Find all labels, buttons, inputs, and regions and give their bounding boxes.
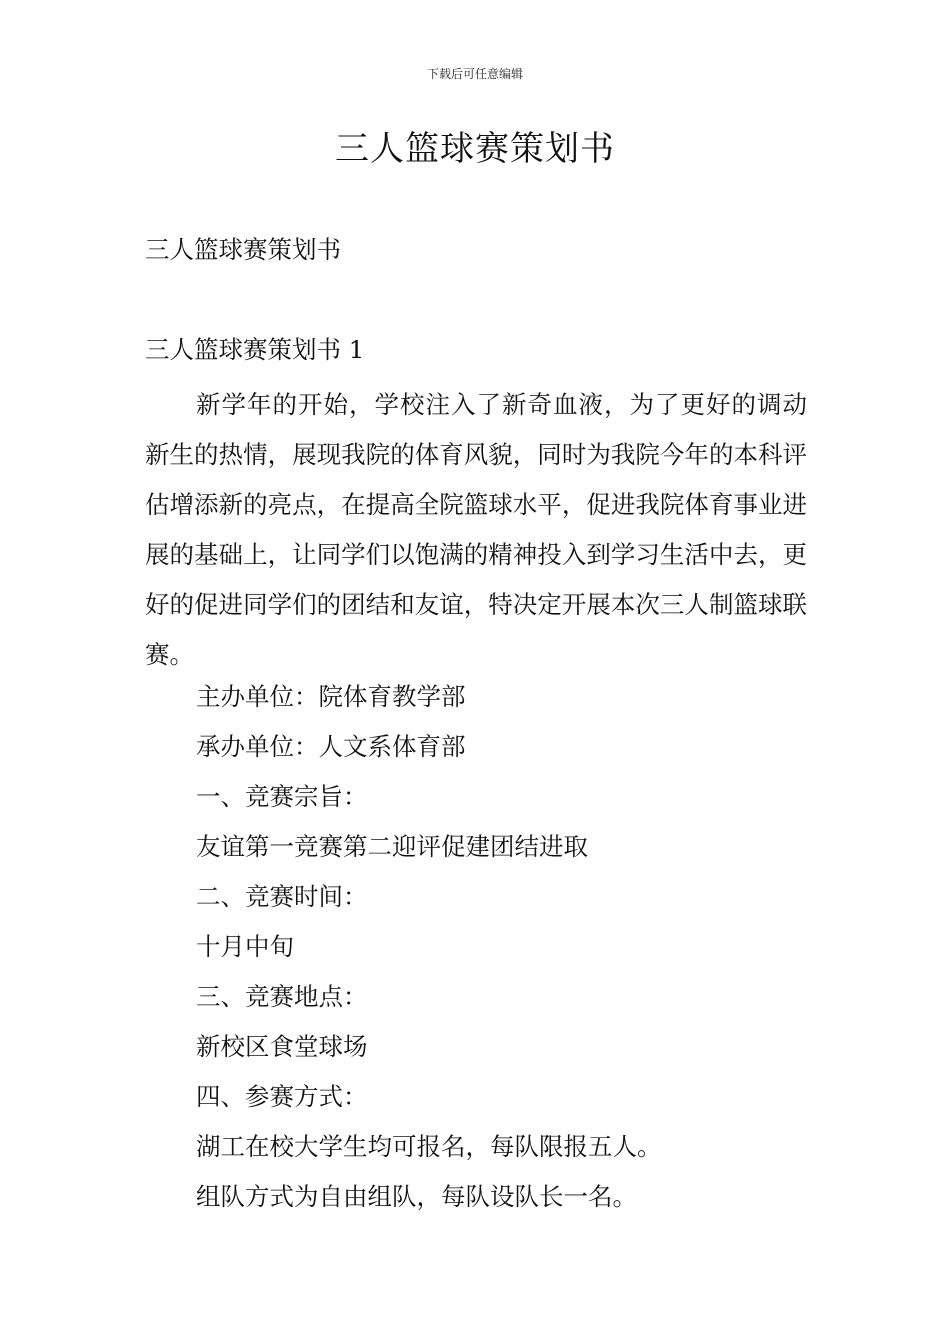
section-heading: 三人篮球赛策划书 1 [145,335,365,364]
time-heading: 二、竞赛时间： [196,882,368,911]
time-text: 十月中旬 [196,932,294,961]
purpose-text: 友谊第一竞赛第二迎评促建团结进取 [196,832,588,861]
co-organizer-line: 承办单位：人文系体育部 [196,732,466,761]
method-text-line-2: 组队方式为自由组队，每队设队长一名。 [196,1182,637,1211]
document-title: 三人篮球赛策划书 [335,129,615,169]
organizer-line: 主办单位：院体育教学部 [196,682,466,711]
venue-heading: 三、竞赛地点： [196,982,368,1011]
method-text-line-1: 湖工在校大学生均可报名，每队限报五人。 [196,1132,662,1161]
page-header-note: 下载后可任意编辑 [426,67,523,81]
document-subtitle: 三人篮球赛策划书 [145,235,341,264]
method-heading: 四、参赛方式： [196,1082,368,1111]
purpose-heading: 一、竞赛宗旨： [196,782,368,811]
venue-text: 新校区食堂球场 [196,1032,368,1061]
intro-paragraph: 新学年的开始，学校注入了新奇血液，为了更好的调动新生的热情，展现我院的体育风貌，同时为我院今年的本科评估增添新的亮点，在提高全院篮球水平，促进我院体育事业进展的基础上，让同学们以饱满的精神投入到学习生活中去，更好的促进同学们的团结和友谊，特决定开展本次三人制篮球联赛。 [145,390,807,669]
